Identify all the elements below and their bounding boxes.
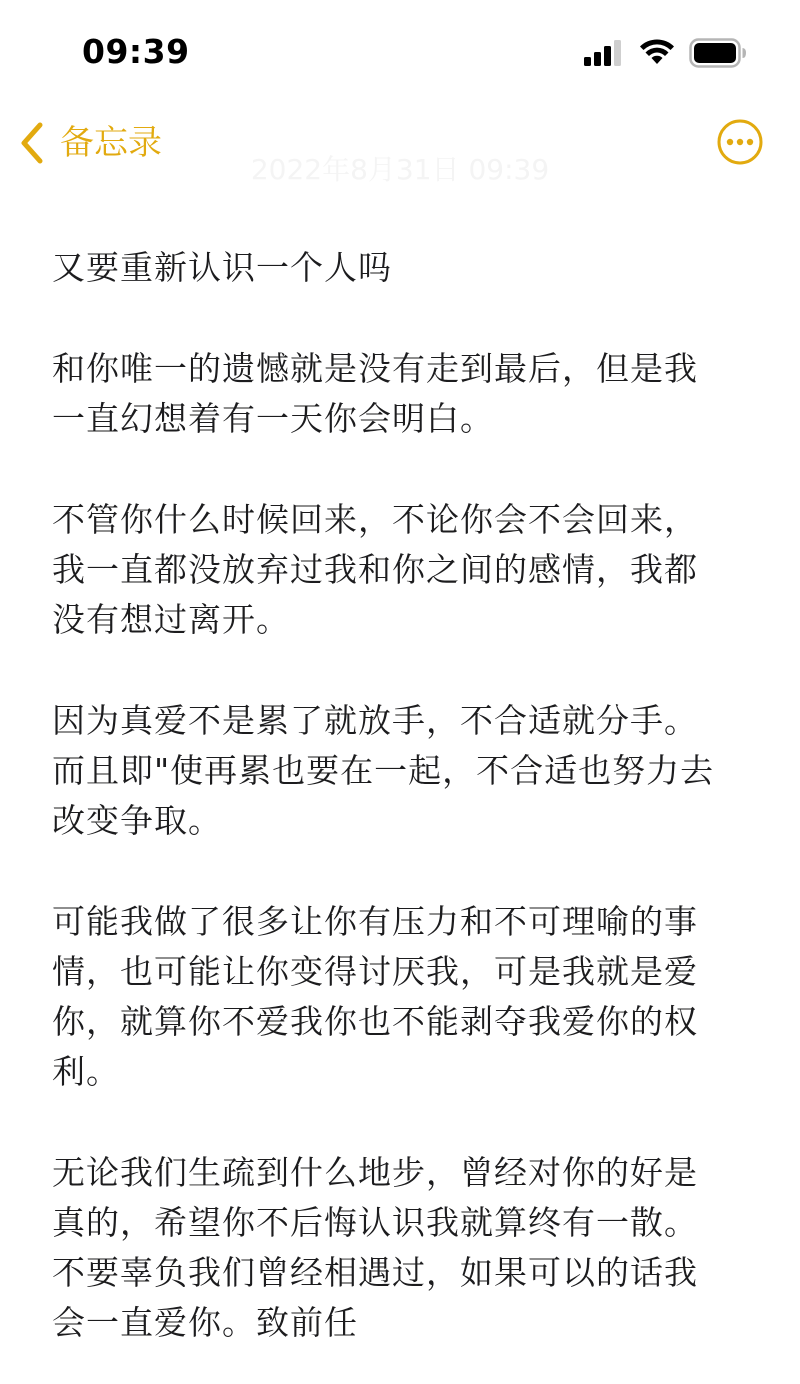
note-line: 情，也可能让你变得讨厌我，可是我就是爱	[52, 952, 698, 991]
note-line: 改变争取。	[52, 801, 222, 840]
note-line: 不管你什么时候回来，不论你会不会回来，	[52, 500, 698, 539]
note-line: 我一直都没放弃过我和你之间的感情，我都	[52, 550, 698, 589]
wifi-icon	[639, 38, 675, 66]
note-line: 没有想过离开。	[52, 600, 290, 639]
note-paragraph	[52, 897, 752, 1097]
note-line: 无论我们生疏到什么地步，曾经对你的好是	[52, 1153, 698, 1192]
note-paragraph	[52, 495, 752, 645]
note-line: 利。	[52, 1052, 120, 1091]
note-line: 你，就算你不爱我你也不能剥夺我爱你的权	[52, 1002, 698, 1041]
note-line: 一直幻想着有一天你会明白。	[52, 399, 494, 438]
note-body[interactable]	[52, 243, 752, 1348]
battery-full-icon	[689, 38, 747, 68]
ellipsis-circle-icon[interactable]	[716, 118, 764, 166]
back-button-label: 备忘录	[60, 123, 162, 163]
note-line: 可能我做了很多让你有压力和不可理喻的事	[52, 902, 698, 941]
note-paragraph	[52, 696, 752, 846]
note-line: 而且即"使再累也要在一起，不合适也努力去	[52, 751, 715, 790]
note-line: 会一直爱你。致前任	[52, 1303, 358, 1342]
note-line: 和你唯一的遗憾就是没有走到最后，但是我	[52, 349, 698, 388]
status-bar	[0, 0, 800, 100]
navigation-bar	[0, 100, 800, 190]
note-paragraph	[52, 344, 752, 444]
cellular-signal-icon	[584, 40, 624, 66]
note-paragraph	[52, 1148, 752, 1348]
note-date: 2022年8月31日 09:39	[250, 153, 550, 186]
status-time: 09:39	[82, 32, 190, 71]
note-line: 不要辜负我们曾经相遇过，如果可以的话我	[52, 1253, 698, 1292]
note-title: 又要重新认识一个人吗	[52, 248, 392, 287]
note-line: 真的，希望你不后悔认识我就算终有一散。	[52, 1203, 698, 1242]
note-line: 因为真爱不是累了就放手，不合适就分手。	[52, 701, 698, 740]
